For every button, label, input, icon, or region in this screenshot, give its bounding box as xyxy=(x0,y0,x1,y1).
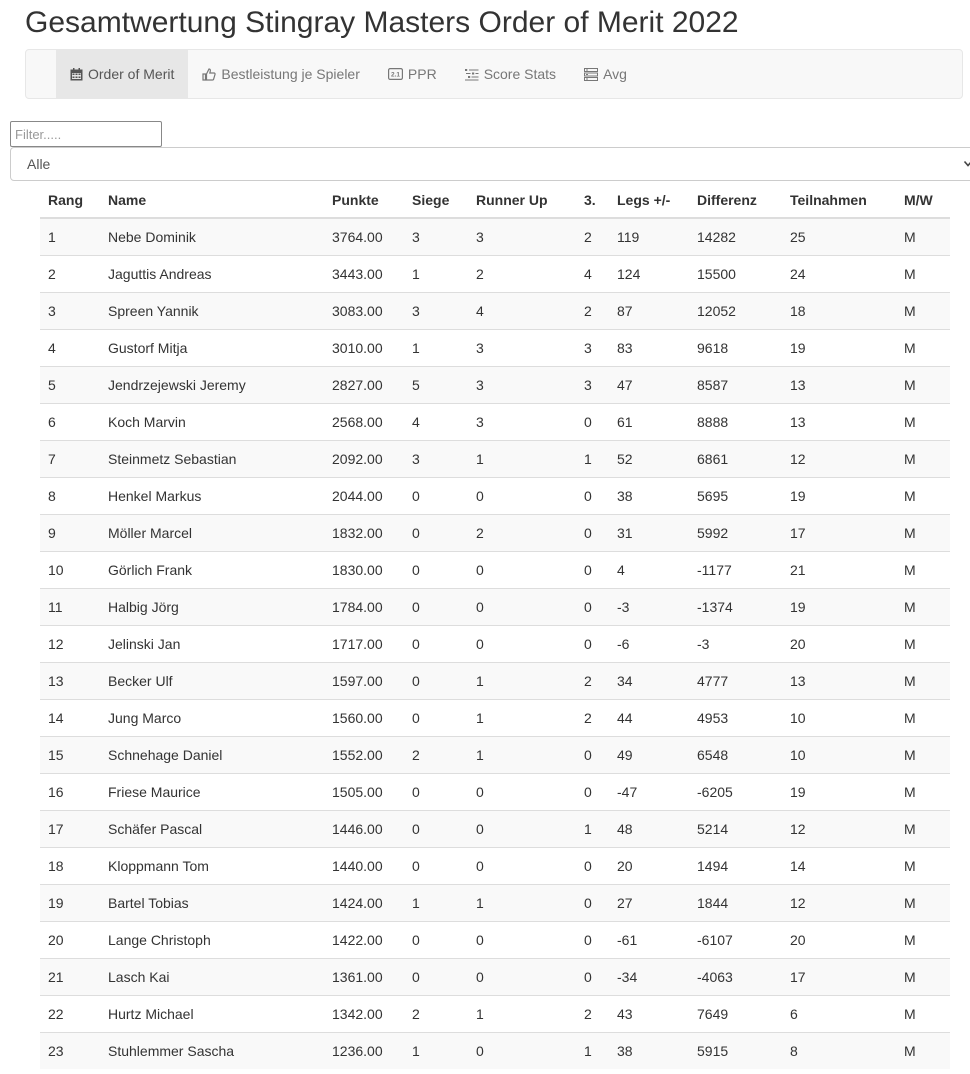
order-of-merit-table xyxy=(40,182,950,1069)
cell-name: Möller Marcel xyxy=(100,514,324,551)
cell-legs: 49 xyxy=(609,736,689,773)
cell-third: 0 xyxy=(576,477,609,514)
cell-siege: 0 xyxy=(404,625,468,662)
list-icon xyxy=(584,68,598,81)
cell-runner-up: 1 xyxy=(468,440,576,477)
cell-siege: 0 xyxy=(404,551,468,588)
cell-teilnahmen: 14 xyxy=(782,847,896,884)
cell-name: Stuhlemmer Sascha xyxy=(100,1032,324,1069)
tab-label: Avg xyxy=(603,66,627,82)
cell-legs: 38 xyxy=(609,477,689,514)
tab-ppr[interactable] xyxy=(374,50,451,98)
cell-third: 0 xyxy=(576,625,609,662)
cell-mw: M xyxy=(896,588,950,625)
cell-siege: 0 xyxy=(404,662,468,699)
cell-runner-up: 0 xyxy=(468,625,576,662)
tasks-icon xyxy=(465,68,479,81)
cell-differenz: -4063 xyxy=(689,958,782,995)
tab-order-of-merit[interactable] xyxy=(56,50,188,98)
cell-teilnahmen: 21 xyxy=(782,551,896,588)
cell-rang: 16 xyxy=(40,773,100,810)
cell-mw: M xyxy=(896,292,950,329)
cell-name: Koch Marvin xyxy=(100,403,324,440)
table-row xyxy=(40,588,950,625)
cell-punkte: 1552.00 xyxy=(324,736,404,773)
cell-siege: 5 xyxy=(404,366,468,403)
cell-mw: M xyxy=(896,995,950,1032)
cell-punkte: 3764.00 xyxy=(324,218,404,255)
cell-runner-up: 2 xyxy=(468,514,576,551)
cell-differenz: 5214 xyxy=(689,810,782,847)
cell-teilnahmen: 24 xyxy=(782,255,896,292)
cell-differenz: 14282 xyxy=(689,218,782,255)
cell-third: 0 xyxy=(576,921,609,958)
cell-differenz: 15500 xyxy=(689,255,782,292)
cell-rang: 23 xyxy=(40,1032,100,1069)
table-row xyxy=(40,884,950,921)
cell-siege: 0 xyxy=(404,699,468,736)
cell-third: 0 xyxy=(576,588,609,625)
cell-mw: M xyxy=(896,958,950,995)
cell-teilnahmen: 19 xyxy=(782,329,896,366)
cell-teilnahmen: 13 xyxy=(782,366,896,403)
cell-rang: 2 xyxy=(40,255,100,292)
cell-differenz: -6205 xyxy=(689,773,782,810)
ppr-icon xyxy=(388,68,403,80)
cell-teilnahmen: 12 xyxy=(782,440,896,477)
tab-bestleistung[interactable] xyxy=(188,50,374,98)
cell-teilnahmen: 13 xyxy=(782,403,896,440)
cell-differenz: 4777 xyxy=(689,662,782,699)
cell-siege: 2 xyxy=(404,736,468,773)
cell-legs: 34 xyxy=(609,662,689,699)
cell-siege: 0 xyxy=(404,958,468,995)
cell-third: 1 xyxy=(576,1032,609,1069)
cell-legs: -3 xyxy=(609,588,689,625)
cell-differenz: -3 xyxy=(689,625,782,662)
cell-legs: 47 xyxy=(609,366,689,403)
cell-punkte: 1597.00 xyxy=(324,662,404,699)
table-row xyxy=(40,218,950,255)
cell-runner-up: 0 xyxy=(468,773,576,810)
cell-rang: 21 xyxy=(40,958,100,995)
cell-name: Spreen Yannik xyxy=(100,292,324,329)
cell-name: Schäfer Pascal xyxy=(100,810,324,847)
cell-legs: 20 xyxy=(609,847,689,884)
cell-teilnahmen: 12 xyxy=(782,810,896,847)
cell-differenz: 1844 xyxy=(689,884,782,921)
table-row xyxy=(40,810,950,847)
cell-rang: 3 xyxy=(40,292,100,329)
cell-differenz: 5695 xyxy=(689,477,782,514)
table-row xyxy=(40,736,950,773)
cell-differenz: 6548 xyxy=(689,736,782,773)
cell-mw: M xyxy=(896,366,950,403)
cell-siege: 1 xyxy=(404,1032,468,1069)
cell-siege: 0 xyxy=(404,477,468,514)
cell-name: Nebe Dominik xyxy=(100,218,324,255)
cell-name: Jendrzejewski Jeremy xyxy=(100,366,324,403)
cell-name: Lange Christoph xyxy=(100,921,324,958)
cell-runner-up: 0 xyxy=(468,477,576,514)
cell-third: 0 xyxy=(576,736,609,773)
cell-third: 1 xyxy=(576,810,609,847)
cell-name: Jaguttis Andreas xyxy=(100,255,324,292)
cell-punkte: 1505.00 xyxy=(324,773,404,810)
cell-runner-up: 2 xyxy=(468,255,576,292)
cell-runner-up: 3 xyxy=(468,366,576,403)
cell-mw: M xyxy=(896,255,950,292)
col-legs-header[interactable]: Legs +/- xyxy=(609,182,689,218)
table-row xyxy=(40,1032,950,1069)
cell-rang: 7 xyxy=(40,440,100,477)
table-row xyxy=(40,847,950,884)
cell-teilnahmen: 13 xyxy=(782,662,896,699)
cell-differenz: 5915 xyxy=(689,1032,782,1069)
cell-differenz: 8587 xyxy=(689,366,782,403)
cell-punkte: 2092.00 xyxy=(324,440,404,477)
cell-differenz: 6861 xyxy=(689,440,782,477)
tab-label: Score Stats xyxy=(483,66,557,82)
cell-third: 0 xyxy=(576,551,609,588)
cell-siege: 4 xyxy=(404,403,468,440)
cell-mw: M xyxy=(896,477,950,514)
cell-rang: 17 xyxy=(40,810,100,847)
table-header xyxy=(40,182,950,218)
table-row xyxy=(40,551,950,588)
cell-third: 3 xyxy=(576,329,609,366)
cell-runner-up: 1 xyxy=(468,884,576,921)
col-third-header[interactable]: 3. xyxy=(576,182,609,218)
cell-punkte: 1830.00 xyxy=(324,551,404,588)
cell-legs: 4 xyxy=(609,551,689,588)
cell-legs: 87 xyxy=(609,292,689,329)
cell-rang: 1 xyxy=(40,218,100,255)
cell-name: Kloppmann Tom xyxy=(100,847,324,884)
table-row xyxy=(40,995,950,1032)
cell-name: Henkel Markus xyxy=(100,477,324,514)
tab-label: Bestleistung je Spieler xyxy=(221,66,360,82)
cell-punkte: 1784.00 xyxy=(324,588,404,625)
cell-runner-up: 4 xyxy=(468,292,576,329)
cell-punkte: 1440.00 xyxy=(324,847,404,884)
table-row xyxy=(40,662,950,699)
cell-rang: 11 xyxy=(40,588,100,625)
cell-differenz: 5992 xyxy=(689,514,782,551)
col-siege-header[interactable]: Siege xyxy=(404,182,468,218)
cell-teilnahmen: 6 xyxy=(782,995,896,1032)
cell-differenz: 7649 xyxy=(689,995,782,1032)
cell-punkte: 1361.00 xyxy=(324,958,404,995)
cell-name: Gustorf Mitja xyxy=(100,329,324,366)
cell-siege: 0 xyxy=(404,810,468,847)
cell-name: Jelinski Jan xyxy=(100,625,324,662)
calendar-icon xyxy=(70,68,83,81)
cell-mw: M xyxy=(896,551,950,588)
cell-third: 0 xyxy=(576,847,609,884)
cell-legs: -34 xyxy=(609,958,689,995)
filter-input[interactable] xyxy=(10,121,162,147)
col-teilnahmen-header[interactable]: Teilnahmen xyxy=(782,182,896,218)
tab-score-stats[interactable] xyxy=(451,50,570,98)
cell-punkte: 1446.00 xyxy=(324,810,404,847)
table-row xyxy=(40,958,950,995)
cell-differenz: -1374 xyxy=(689,588,782,625)
cell-rang: 8 xyxy=(40,477,100,514)
cell-siege: 2 xyxy=(404,995,468,1032)
cell-runner-up: 3 xyxy=(468,218,576,255)
table-row xyxy=(40,477,950,514)
table-body xyxy=(40,218,950,1069)
cell-punkte: 3010.00 xyxy=(324,329,404,366)
table-header-row xyxy=(40,182,950,218)
table-row xyxy=(40,921,950,958)
cell-name: Schnehage Daniel xyxy=(100,736,324,773)
cell-legs: 124 xyxy=(609,255,689,292)
cell-rang: 9 xyxy=(40,514,100,551)
cell-punkte: 2568.00 xyxy=(324,403,404,440)
cell-name: Friese Maurice xyxy=(100,773,324,810)
cell-runner-up: 3 xyxy=(468,403,576,440)
cell-siege: 3 xyxy=(404,292,468,329)
table-row xyxy=(40,773,950,810)
cell-rang: 5 xyxy=(40,366,100,403)
cell-rang: 4 xyxy=(40,329,100,366)
cell-name: Bartel Tobias xyxy=(100,884,324,921)
cell-mw: M xyxy=(896,847,950,884)
cell-rang: 18 xyxy=(40,847,100,884)
thumbs-up-icon xyxy=(202,68,216,81)
cell-third: 2 xyxy=(576,995,609,1032)
cell-third: 0 xyxy=(576,514,609,551)
cell-rang: 22 xyxy=(40,995,100,1032)
tab-label: PPR xyxy=(407,66,437,82)
svg-text:2.1: 2.1 xyxy=(390,71,400,79)
cell-legs: -6 xyxy=(609,625,689,662)
cell-rang: 12 xyxy=(40,625,100,662)
col-mw-header[interactable]: M/W xyxy=(896,182,950,218)
cell-third: 2 xyxy=(576,218,609,255)
cell-name: Steinmetz Sebastian xyxy=(100,440,324,477)
cell-rang: 10 xyxy=(40,551,100,588)
cell-runner-up: 1 xyxy=(468,699,576,736)
cell-mw: M xyxy=(896,699,950,736)
tab-label: Order of Merit xyxy=(88,66,175,82)
col-runner-up-header[interactable]: Runner Up xyxy=(468,182,576,218)
cell-rang: 14 xyxy=(40,699,100,736)
cell-legs: 27 xyxy=(609,884,689,921)
cell-differenz: 1494 xyxy=(689,847,782,884)
navbar xyxy=(25,49,963,99)
cell-third: 1 xyxy=(576,440,609,477)
table-row xyxy=(40,625,950,662)
cell-differenz: 4953 xyxy=(689,699,782,736)
table-row xyxy=(40,440,950,477)
cell-mw: M xyxy=(896,884,950,921)
cell-runner-up: 1 xyxy=(468,736,576,773)
table-row xyxy=(40,292,950,329)
cell-differenz: -1177 xyxy=(689,551,782,588)
cell-differenz: 9618 xyxy=(689,329,782,366)
cell-teilnahmen: 18 xyxy=(782,292,896,329)
cell-siege: 1 xyxy=(404,884,468,921)
cell-mw: M xyxy=(896,403,950,440)
cell-runner-up: 0 xyxy=(468,1032,576,1069)
nav-tabs xyxy=(56,50,641,98)
cell-legs: 43 xyxy=(609,995,689,1032)
cell-legs: 48 xyxy=(609,810,689,847)
cell-teilnahmen: 17 xyxy=(782,514,896,551)
cell-punkte: 1832.00 xyxy=(324,514,404,551)
cell-mw: M xyxy=(896,662,950,699)
cell-legs: 44 xyxy=(609,699,689,736)
cell-rang: 19 xyxy=(40,884,100,921)
col-differenz-header[interactable]: Differenz xyxy=(689,182,782,218)
cell-mw: M xyxy=(896,329,950,366)
cell-rang: 20 xyxy=(40,921,100,958)
cell-teilnahmen: 12 xyxy=(782,884,896,921)
cell-runner-up: 0 xyxy=(468,551,576,588)
cell-legs: -61 xyxy=(609,921,689,958)
cell-legs: -47 xyxy=(609,773,689,810)
cell-teilnahmen: 10 xyxy=(782,699,896,736)
cell-punkte: 3083.00 xyxy=(324,292,404,329)
cell-rang: 13 xyxy=(40,662,100,699)
cell-legs: 38 xyxy=(609,1032,689,1069)
cell-teilnahmen: 19 xyxy=(782,773,896,810)
tab-avg[interactable] xyxy=(570,50,641,98)
cell-legs: 83 xyxy=(609,329,689,366)
cell-mw: M xyxy=(896,810,950,847)
cell-differenz: 8888 xyxy=(689,403,782,440)
cell-punkte: 2044.00 xyxy=(324,477,404,514)
table-row xyxy=(40,329,950,366)
table-row xyxy=(40,514,950,551)
cell-mw: M xyxy=(896,1032,950,1069)
cell-mw: M xyxy=(896,514,950,551)
cell-third: 0 xyxy=(576,884,609,921)
cell-siege: 0 xyxy=(404,921,468,958)
cell-mw: M xyxy=(896,773,950,810)
cell-punkte: 1560.00 xyxy=(324,699,404,736)
table-row xyxy=(40,403,950,440)
cell-siege: 0 xyxy=(404,847,468,884)
cell-punkte: 3443.00 xyxy=(324,255,404,292)
cell-third: 2 xyxy=(576,662,609,699)
group-select-value: Alle xyxy=(27,156,51,172)
cell-teilnahmen: 20 xyxy=(782,921,896,958)
cell-mw: M xyxy=(896,625,950,662)
cell-name: Becker Ulf xyxy=(100,662,324,699)
cell-third: 0 xyxy=(576,958,609,995)
cell-mw: M xyxy=(896,218,950,255)
cell-runner-up: 0 xyxy=(468,847,576,884)
cell-runner-up: 0 xyxy=(468,921,576,958)
table-row xyxy=(40,366,950,403)
cell-legs: 52 xyxy=(609,440,689,477)
cell-runner-up: 0 xyxy=(468,810,576,847)
cell-third: 2 xyxy=(576,699,609,736)
cell-siege: 1 xyxy=(404,255,468,292)
cell-third: 3 xyxy=(576,366,609,403)
cell-siege: 0 xyxy=(404,514,468,551)
cell-teilnahmen: 19 xyxy=(782,477,896,514)
cell-siege: 0 xyxy=(404,588,468,625)
cell-legs: 61 xyxy=(609,403,689,440)
col-punkte-header[interactable]: Punkte xyxy=(324,182,404,218)
cell-third: 2 xyxy=(576,292,609,329)
cell-punkte: 1717.00 xyxy=(324,625,404,662)
cell-teilnahmen: 17 xyxy=(782,958,896,995)
cell-name: Jung Marco xyxy=(100,699,324,736)
col-name-header[interactable]: Name xyxy=(100,182,324,218)
cell-name: Hurtz Michael xyxy=(100,995,324,1032)
cell-runner-up: 0 xyxy=(468,588,576,625)
cell-siege: 1 xyxy=(404,329,468,366)
cell-name: Görlich Frank xyxy=(100,551,324,588)
cell-differenz: -6107 xyxy=(689,921,782,958)
cell-teilnahmen: 19 xyxy=(782,588,896,625)
cell-punkte: 1236.00 xyxy=(324,1032,404,1069)
cell-siege: 3 xyxy=(404,218,468,255)
cell-teilnahmen: 20 xyxy=(782,625,896,662)
table-row xyxy=(40,255,950,292)
group-select[interactable] xyxy=(10,147,970,181)
cell-teilnahmen: 10 xyxy=(782,736,896,773)
cell-mw: M xyxy=(896,736,950,773)
cell-legs: 119 xyxy=(609,218,689,255)
table-row xyxy=(40,699,950,736)
cell-punkte: 1424.00 xyxy=(324,884,404,921)
cell-third: 0 xyxy=(576,773,609,810)
cell-runner-up: 0 xyxy=(468,958,576,995)
cell-mw: M xyxy=(896,921,950,958)
col-rang-header[interactable]: Rang xyxy=(40,182,100,218)
cell-third: 4 xyxy=(576,255,609,292)
page-title: Gesamtwertung Stingray Masters Order of Merit 2022 xyxy=(25,6,739,39)
cell-teilnahmen: 25 xyxy=(782,218,896,255)
chevron-down-icon xyxy=(963,157,970,174)
cell-siege: 0 xyxy=(404,773,468,810)
cell-siege: 3 xyxy=(404,440,468,477)
cell-teilnahmen: 8 xyxy=(782,1032,896,1069)
cell-punkte: 2827.00 xyxy=(324,366,404,403)
cell-punkte: 1422.00 xyxy=(324,921,404,958)
cell-name: Lasch Kai xyxy=(100,958,324,995)
cell-punkte: 1342.00 xyxy=(324,995,404,1032)
cell-runner-up: 3 xyxy=(468,329,576,366)
cell-mw: M xyxy=(896,440,950,477)
cell-runner-up: 1 xyxy=(468,662,576,699)
cell-name: Halbig Jörg xyxy=(100,588,324,625)
cell-third: 0 xyxy=(576,403,609,440)
cell-rang: 6 xyxy=(40,403,100,440)
cell-differenz: 12052 xyxy=(689,292,782,329)
cell-rang: 15 xyxy=(40,736,100,773)
cell-legs: 31 xyxy=(609,514,689,551)
cell-runner-up: 1 xyxy=(468,995,576,1032)
